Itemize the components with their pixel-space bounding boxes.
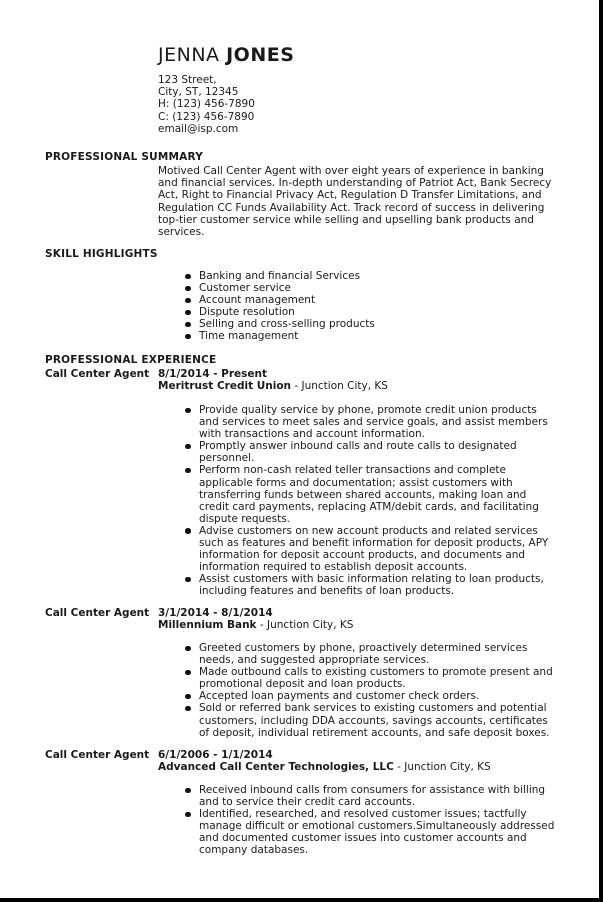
candidate-name: JENNA JONES xyxy=(158,44,295,66)
job-title: Call Center Agent xyxy=(45,368,150,380)
job-title: Call Center Agent xyxy=(45,749,150,761)
bullet-icon xyxy=(185,812,191,818)
job-duties xyxy=(184,784,554,857)
contact-cell-phone: C: (123) 456-7890 xyxy=(158,110,255,123)
summary-text xyxy=(158,165,563,238)
job-dates: 8/1/2014 - Present xyxy=(158,368,268,380)
bullet-icon xyxy=(185,646,191,652)
duty-item: Perform non-cash related teller transactions and complete applicable forms and documentation; assist customers with transferring funds between shared accounts, making loan and credit card payments, replacing ATM/debit cards, and facilitating dispute requests. xyxy=(184,464,548,524)
bullet-icon xyxy=(185,444,191,450)
duty-item: Advise customers on new account products and related services such as features and benefit information for deposit products, APY information for deposit account products, and documents and information required to establish deposit accounts. xyxy=(184,525,548,573)
summary-line: top-tier customer service while selling and upselling bank products and xyxy=(158,213,534,226)
summary-line: Motived Call Center Agent with over eight years of experience in banking xyxy=(158,165,544,177)
bullet-icon xyxy=(185,334,191,340)
skill-item: Time management xyxy=(184,330,375,342)
bullet-icon xyxy=(185,408,191,414)
skill-item: Account management xyxy=(184,294,375,306)
bullet-icon xyxy=(185,468,191,474)
contact-info xyxy=(158,74,255,135)
skills-list xyxy=(184,270,375,343)
summary-line: services. xyxy=(158,226,205,239)
duty-item: Sold or referred bank services to existing customers and potential customers, including DDA accounts, savings accounts, certificates of deposit, individual retirement accounts, and safe deposit boxes. xyxy=(184,702,553,738)
bullet-icon xyxy=(185,706,191,712)
bullet-icon xyxy=(185,577,191,583)
job-title: Call Center Agent xyxy=(45,607,150,619)
bullet-icon xyxy=(185,322,191,328)
bullet-icon xyxy=(185,298,191,304)
contact-street: 123 Street, xyxy=(158,74,217,86)
bullet-icon xyxy=(185,528,191,534)
job-dates: 6/1/2006 - 1/1/2014 xyxy=(158,749,273,761)
job-dates: 3/1/2014 - 8/1/2014 xyxy=(158,607,273,619)
bullet-icon xyxy=(185,694,191,700)
summary-line: Regulation CC Funds Availability Act. Track record of success in delivering xyxy=(158,201,545,214)
duty-item: Made outbound calls to existing customers to promote present and promotional deposit and loan products. xyxy=(184,666,553,690)
skill-item: Dispute resolution xyxy=(184,306,375,318)
skill-item: Banking and financial Services xyxy=(184,270,375,282)
summary-heading: PROFESSIONAL SUMMARY xyxy=(45,151,204,163)
skill-item: Customer service xyxy=(184,282,375,294)
bullet-icon xyxy=(185,670,191,676)
duty-item: Greeted customers by phone, proactively determined services needs, and suggested appropriate services. xyxy=(184,642,553,666)
job-company: Meritrust Credit Union - Junction City, KS xyxy=(158,380,388,392)
duty-item: Assist customers with basic information relating to loan products, including features and benefits of loan products. xyxy=(184,573,548,597)
bullet-icon xyxy=(185,788,191,794)
bullet-icon xyxy=(185,310,191,316)
summary-line: Act, Right to Financial Privacy Act, Regulation D Transfer Limitations, and xyxy=(158,189,542,202)
summary-line: and financial services. In-depth understanding of Patriot Act, Bank Secrecy xyxy=(158,177,552,190)
contact-email: email@isp.com xyxy=(158,122,239,135)
skill-item: Selling and cross-selling products xyxy=(184,318,375,330)
duty-item: Promptly answer inbound calls and route calls to designated personnel. xyxy=(184,440,548,464)
job-company: Millennium Bank - Junction City, KS xyxy=(158,619,354,631)
job-duties xyxy=(184,404,548,598)
job-company: Advanced Call Center Technologies, LLC - Junction City, KS xyxy=(158,761,491,773)
duty-item: Received inbound calls from consumers for assistance with billing and to service their credit card accounts. xyxy=(184,784,554,808)
job-duties xyxy=(184,642,553,739)
contact-home-phone: H: (123) 456-7890 xyxy=(158,98,255,111)
bullet-icon xyxy=(185,274,191,280)
duty-item: Identified, researched, and resolved customer issues; tactfully manage difficult or emotional customers.Simultaneously addressed and documented customer issues into customer accounts and company databases. xyxy=(184,808,554,856)
bullet-icon xyxy=(185,286,191,292)
experience-heading: PROFESSIONAL EXPERIENCE xyxy=(45,354,217,366)
contact-city: City, ST, 12345 xyxy=(158,86,239,99)
duty-item: Accepted loan payments and customer check orders. xyxy=(184,690,553,702)
skills-heading: SKILL HIGHLIGHTS xyxy=(45,248,158,260)
duty-item: Provide quality service by phone, promote credit union products and services to meet sales and service goals, and assist members with transactions and account information. xyxy=(184,404,548,440)
